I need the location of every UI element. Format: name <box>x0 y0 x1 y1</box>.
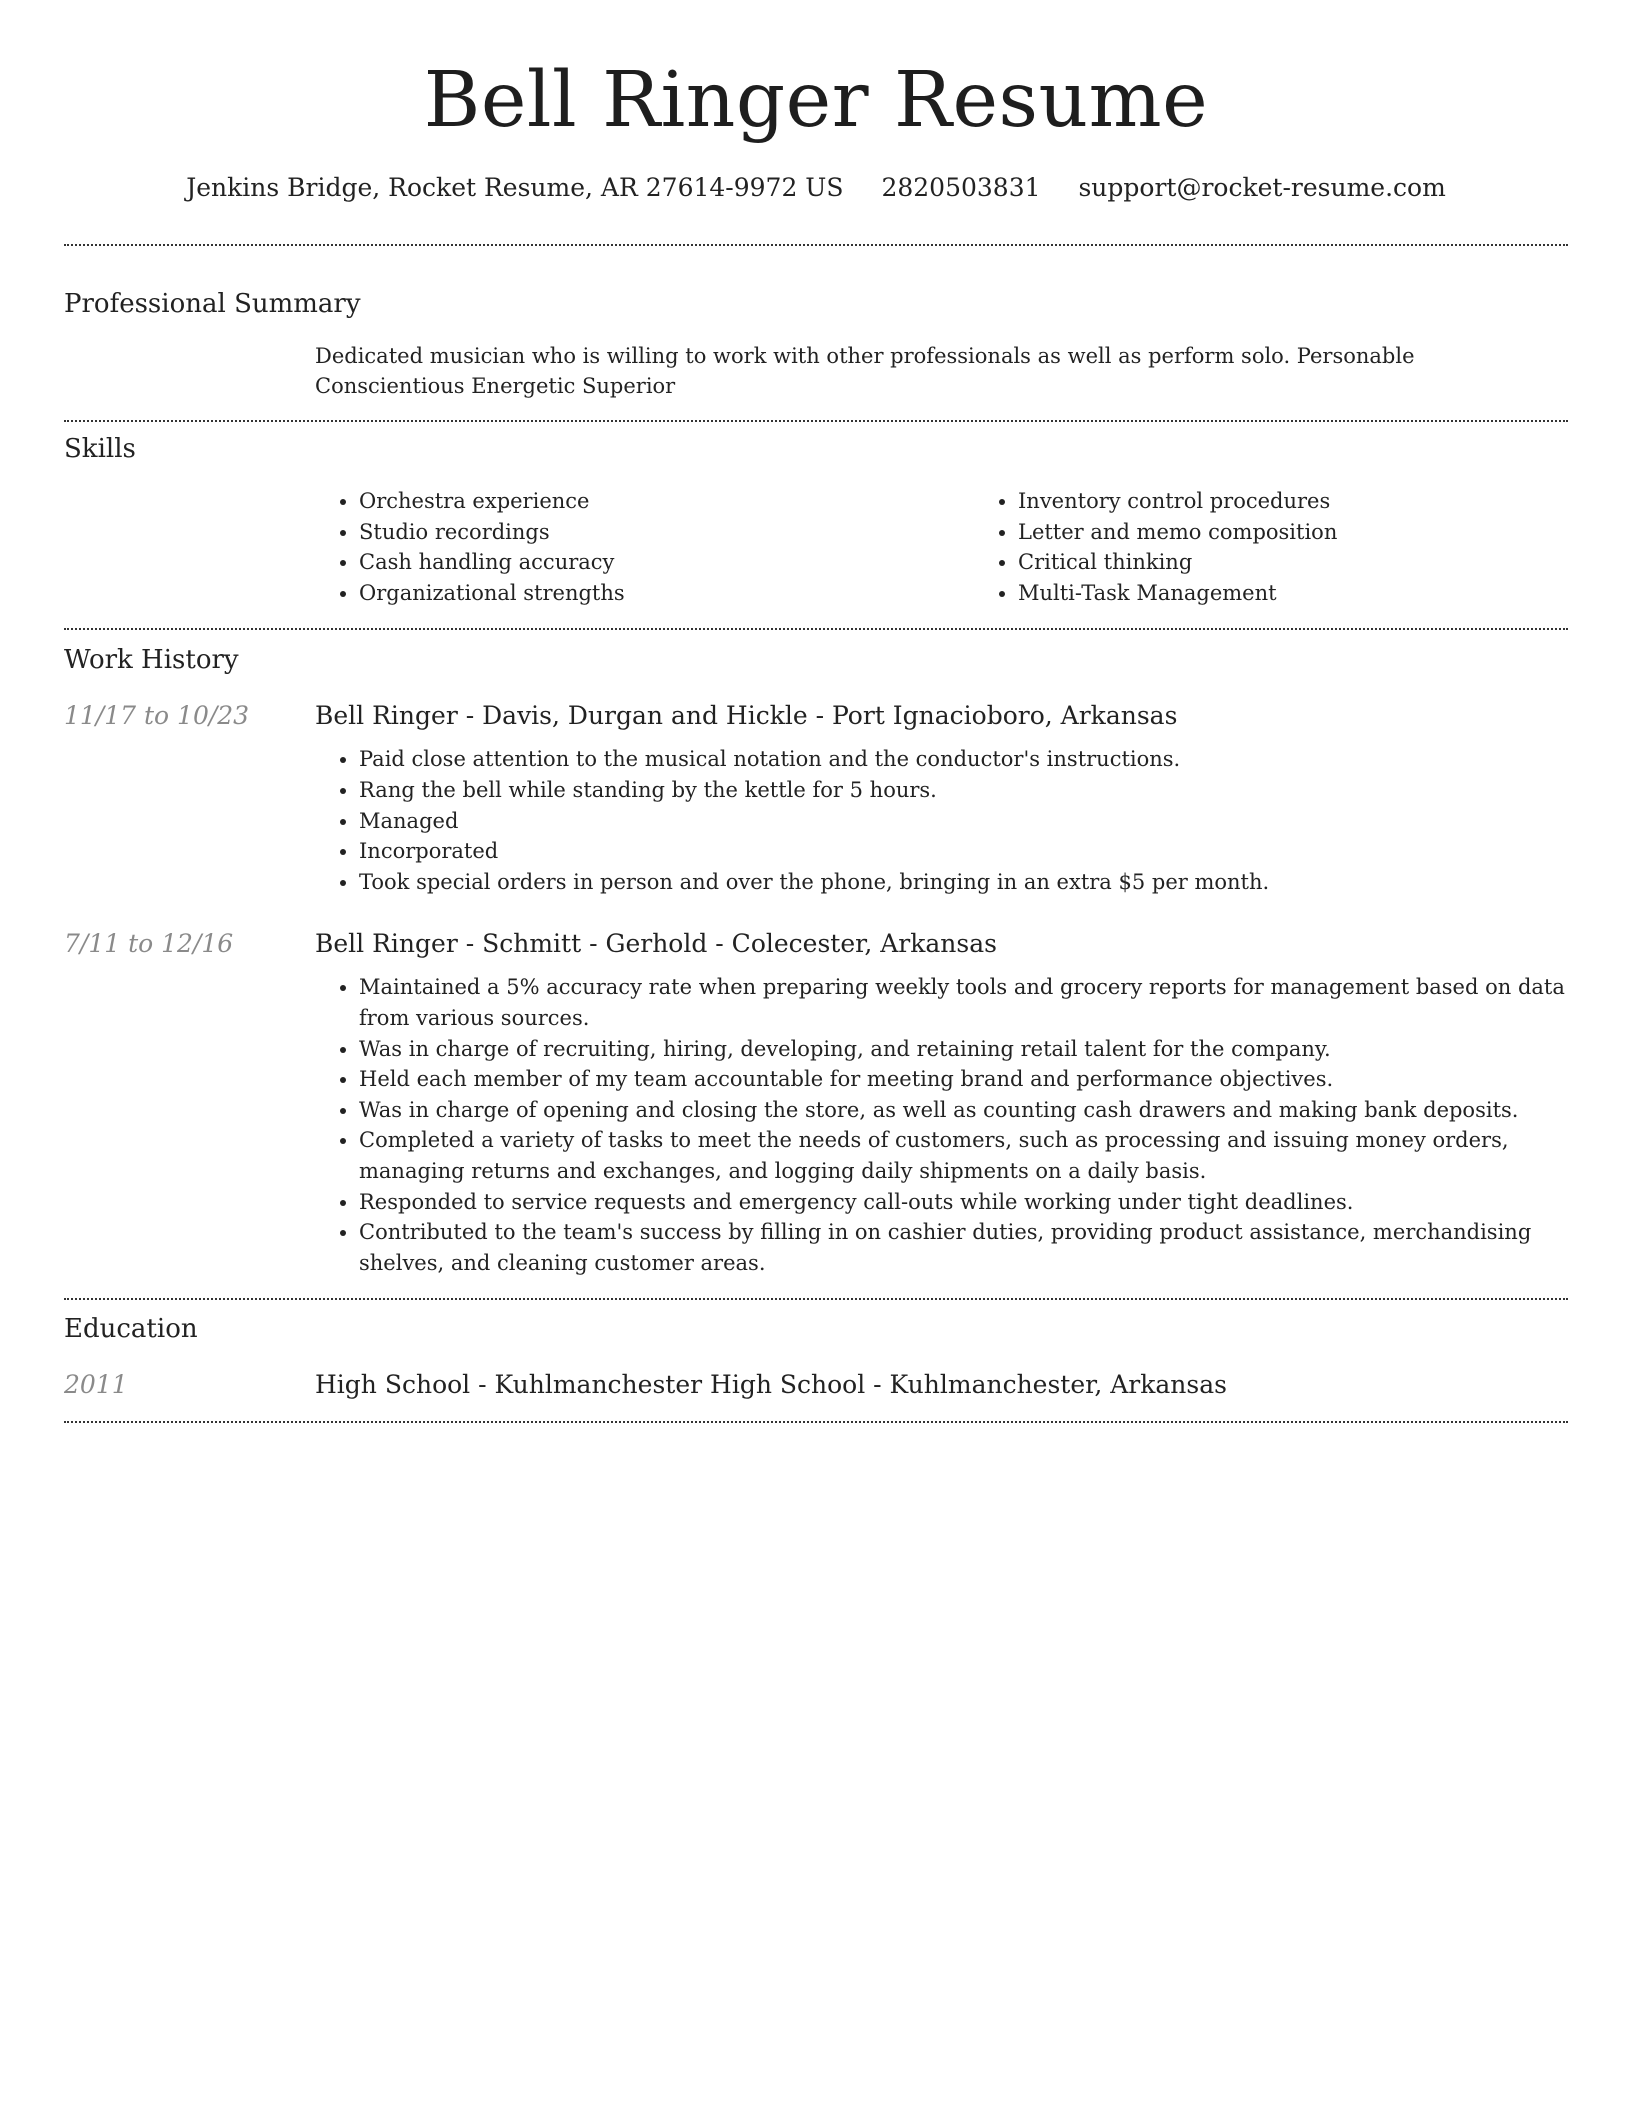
resume-title: Bell Ringer Resume <box>423 56 1209 145</box>
job-bullet: • Was in charge of opening and closing the store, as well as counting cash drawers and making bank deposits. <box>359 1095 1568 1126</box>
education-heading: High School - Kuhlmanchester High School - Kuhlmanchester, Arkansas <box>315 1370 1227 1400</box>
job-heading: Bell Ringer - Davis, Durgan and Hickle - Port Ignacioboro, Arkansas <box>315 701 1178 731</box>
job-bullet: • Was in charge of recruiting, hiring, developing, and retaining retail talent for the company. <box>359 1034 1568 1065</box>
skill-item: • Multi-Task Management <box>1018 578 1632 609</box>
job-bullet: • Maintained a 5% accuracy rate when preparing weekly tools and grocery reports for management based on data from various sources. <box>359 972 1568 1033</box>
job-bullet: • Responded to service requests and emergency call-outs while working under tight deadlines. <box>359 1187 1568 1218</box>
education-year: 2011 <box>64 1370 128 1400</box>
education-entry <box>64 1368 1568 1402</box>
job-bullet: • Contributed to the team's success by filling in on cashier duties, providing product assistance, merchandising shelves, and cleaning customer areas. <box>359 1217 1568 1278</box>
contact-phone: 2820503831 <box>881 173 1041 202</box>
skill-item: • Cash handling accuracy <box>359 547 974 578</box>
summary-section <box>64 246 1568 401</box>
job-bullets <box>315 744 1568 897</box>
job-bullet: • Held each member of my team accountable for meeting brand and performance objectives. <box>359 1064 1568 1095</box>
job-bullets <box>315 972 1568 1278</box>
job-bullet: • Rang the bell while standing by the kettle for 5 hours. <box>359 775 1568 806</box>
section-title-summary: Professional Summary <box>64 289 361 319</box>
education-section <box>64 1300 1568 1402</box>
skill-item: • Organizational strengths <box>359 578 974 609</box>
job-bullet: • Completed a variety of tasks to meet the needs of customers, such as processing and issuing money orders, managing returns and exchanges, and logging daily shipments on a daily basis. <box>359 1125 1568 1186</box>
section-title-education: Education <box>64 1314 198 1345</box>
job-bullet: • Managed <box>359 806 1568 837</box>
skill-item: • Critical thinking <box>1018 547 1632 578</box>
section-title-skills: Skills <box>64 434 136 464</box>
job-bullet: • Incorporated <box>359 836 1568 867</box>
skills-list <box>315 486 1632 608</box>
job-dates: 11/17 to 10/23 <box>64 701 250 731</box>
job-bullet: • Paid close attention to the musical notation and the conductor's instructions. <box>359 744 1568 775</box>
contact-address: Jenkins Bridge, Rocket Resume, AR 27614-9972 US <box>186 173 844 202</box>
skills-column-right <box>974 486 1632 608</box>
contact-line <box>64 171 1568 205</box>
job-entry <box>64 927 1568 961</box>
skills-section <box>64 422 1568 608</box>
job-entry <box>64 699 1568 733</box>
section-divider <box>64 1421 1568 1423</box>
job-heading: Bell Ringer - Schmitt - Gerhold - Colecester, Arkansas <box>315 929 997 959</box>
job-dates: 7/11 to 12/16 <box>64 929 234 959</box>
skill-item: • Letter and memo composition <box>1018 517 1632 548</box>
skill-item: • Studio recordings <box>359 517 974 548</box>
skill-item: • Orchestra experience <box>359 486 974 517</box>
skills-column-left <box>315 486 974 608</box>
work-history-section <box>64 630 1568 1278</box>
summary-text: Dedicated musician who is willing to work with other professionals as well as perform solo. Personable Conscientious Energetic Superior <box>315 344 1415 398</box>
section-title-work: Work History <box>64 645 239 676</box>
contact-email: support@rocket-resume.com <box>1078 173 1446 202</box>
skill-item: • Inventory control procedures <box>1018 486 1632 517</box>
job-bullet: • Took special orders in person and over the phone, bringing in an extra $5 per month. <box>359 867 1568 898</box>
